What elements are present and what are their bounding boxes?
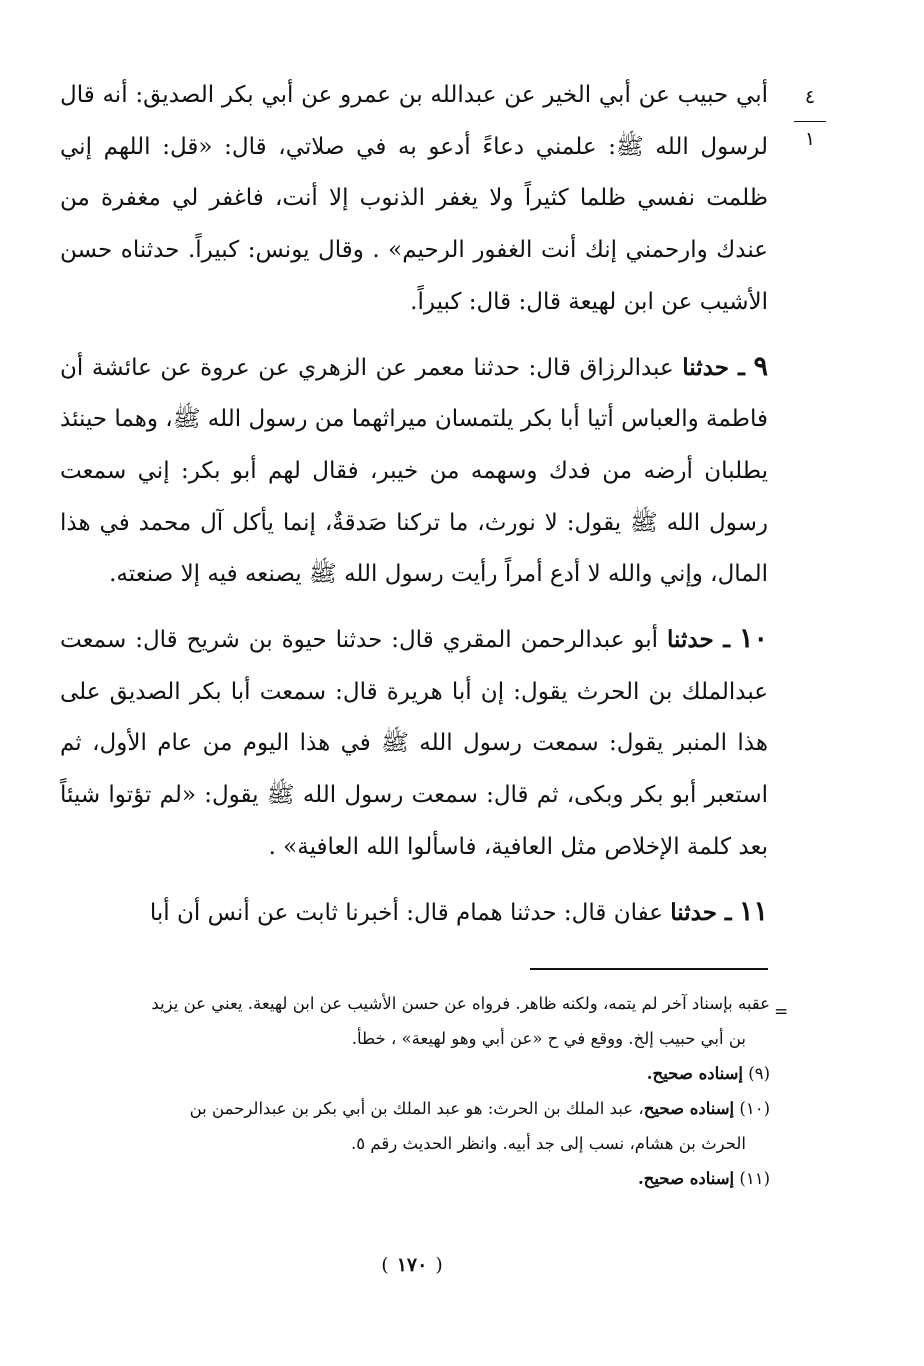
page-number-open: (	[435, 1254, 443, 1276]
hadith-text: أبو عبدالرحمن المقري قال: حدثنا حيوة بن شريح قال: سمعت عبدالملك بن الحرث يقول: إن أبا هريرة قال: سمعت أبا بكر الصديق على هذا المنبر يقول: سمعت رسول الله ﷺ في هذا اليوم من عام الأول، ثم استعبر أبو بكر وبكى، ثم قال: سمعت رسول الله ﷺ يقول: «لم تؤتوا شيئاً بعد كلمة الإخلاص مثل العافية، فاسألوا الله العافية» .	[60, 627, 768, 860]
page-number	[362, 1254, 462, 1276]
footnote-text: إسناده صحيح.	[637, 1169, 735, 1188]
footnote-separator	[530, 968, 768, 970]
hadith-text: عبدالرزاق قال: حدثنا معمر عن الزهري عن عروة عن عائشة أن فاطمة والعباس أتيا أبا بكر يلتمسان ميراثهما من رسول الله ﷺ، وهما حينئذ يطلبان أرضه من فدك وسهمه من خيبر، فقال لهم أبو بكر: إني سمعت رسول الله ﷺ يقول: لا نورث، ما تركنا صَدقةٌ، إنما يأكل آل محمد في هذا المال، وإني والله لا أدع أمراً رأيت رسول الله ﷺ يصنعه فيه إلا صنعته.	[60, 354, 768, 588]
footnotes	[60, 986, 770, 1196]
footnote-10-line-2: الحرث بن هشام، نسب إلى جد أبيه. وانظر الحديث رقم ٥.	[351, 1134, 746, 1153]
page-number-value: ١٧٠	[396, 1254, 428, 1276]
hadith-text: عفان قال: حدثنا همام قال: أخبرنا ثابت عن أنس أن أبا	[149, 899, 671, 926]
footnote-text: ، عبد الملك بن الحرث: هو عبد الملك بن أبي بكر بن عبدالرحمن بن	[189, 1099, 644, 1118]
footnote-text: إسناده صحيح.	[646, 1064, 743, 1083]
paragraph-continuation	[60, 70, 768, 329]
footnote-continuation-line: عقبه بإسناد آخر لم يتمه، ولكنه ظاهر. فرواه عن حسن الأشيب عن ابن لهيعة. يعني عن يزيد	[151, 994, 770, 1013]
margin-rule	[794, 121, 826, 122]
footnote-label: (١٠)	[739, 1099, 770, 1118]
footnote-bold-text: إسناده صحيح	[643, 1099, 735, 1118]
hadith-number: ٩	[753, 350, 768, 382]
margin-reference	[794, 88, 826, 149]
footnote-11	[60, 1161, 770, 1196]
main-text	[60, 70, 768, 951]
footnote-label: (١١)	[739, 1169, 770, 1188]
footnote-continuation-mark: =	[774, 1002, 789, 1022]
footnote-9	[60, 1056, 770, 1091]
hadith-9	[60, 341, 768, 602]
hadith-number: ١١	[738, 895, 768, 927]
hadith-opening: ـ حدثنا	[667, 626, 731, 654]
part-number: ١	[804, 128, 816, 150]
page-number-close: )	[381, 1254, 389, 1276]
paragraph-text: أبي حبيب عن أبي الخير عن عبدالله بن عمرو عن أبي بكر الصديق: أنه قال لرسول الله ﷺ: علمني دعاءً أدعو به في صلاتي، قال: «قل: اللهم إني ظلمت نفسي ظلما كثيراً ولا يغفر الذنوب إلا أنت، فاغفر لي مغفرة من عندك وارحمني إنك أنت الغفور الرحيم» . وقال يونس: كبيراً. حدثناه حسن الأشيب عن ابن لهيعة قال: قال: كبيراً.	[60, 82, 768, 315]
volume-number: ٤	[804, 86, 816, 108]
hadith-opening: ـ حدثنا	[670, 898, 732, 926]
footnote-10	[60, 1091, 770, 1126]
hadith-11	[60, 886, 768, 940]
hadith-opening: ـ حدثنا	[682, 353, 745, 381]
footnote-continuation-line: بن أبي حبيب إلخ. ووقع في ح «عن أبي وهو لهيعة» ، خطأ.	[351, 1029, 746, 1048]
footnote-label: (٩)	[748, 1064, 770, 1083]
hadith-number: ١٠	[739, 623, 769, 655]
hadith-10	[60, 613, 768, 874]
